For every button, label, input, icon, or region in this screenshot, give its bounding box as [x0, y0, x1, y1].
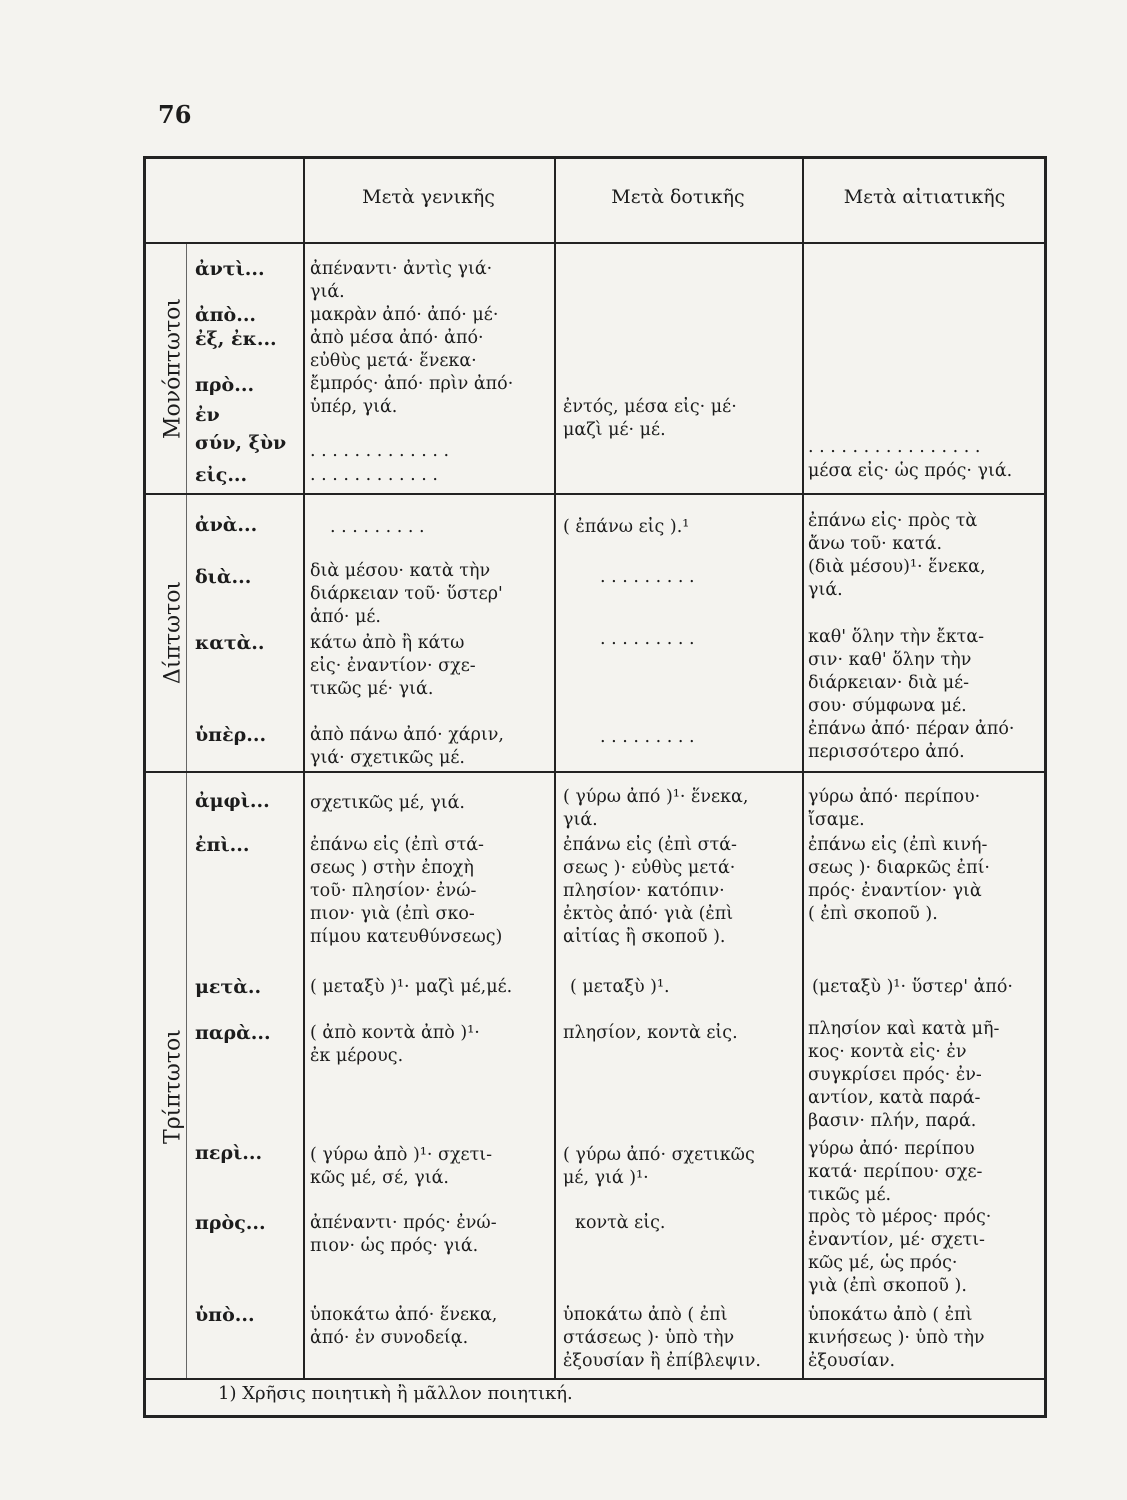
prep-apo: ἀπὸ... — [195, 304, 257, 326]
cell-epi-accusative: ἐπάνω εἰς (ἐπὶ κινή- σεως )· διαρκῶς ἐπί· πρός· ἐναντίον· γιὰ ( ἐπὶ σκοποῦ ). — [808, 835, 990, 924]
prep-kata: κατὰ.. — [195, 632, 265, 654]
cell-mono-dots-eis: . . . . . . . . . . . . — [310, 465, 438, 485]
prep-hypo: ὑπὸ... — [195, 1304, 255, 1326]
cell-hyper-genitive: ἀπὸ πάνω ἀπό· χάριν, γιά· σχετικῶς μέ. — [310, 725, 504, 768]
prep-epi: ἐπὶ... — [195, 834, 250, 856]
cell-amphi-dative: ( γύρω ἀπό )¹· ἕνεκα, γιά. — [563, 787, 749, 830]
cell-amphi-accusative: γύρω ἀπό· περίπου· ἴσαμε. — [808, 787, 981, 830]
prep-hyper: ὑπὲρ... — [195, 724, 267, 746]
prep-ana: ἀνὰ... — [195, 514, 258, 536]
header-genitive: Μετὰ γενικῆς — [362, 186, 495, 208]
cell-pros-dative: κοντὰ εἰς. — [575, 1213, 666, 1233]
prep-ex: ἐξ, ἐκ... — [195, 328, 277, 350]
cell-hyper-dative: . . . . . . . . . — [600, 727, 695, 747]
cell-mono-accusative: μέσα εἰς· ὡς πρός· γιά. — [808, 461, 1013, 481]
cell-mono-accusative-dots: . . . . . . . . . . . . . . . . — [808, 437, 981, 457]
cell-dia-accusative: (διὰ μέσου)¹· ἕνεκα, γιά. — [808, 557, 986, 600]
prep-eis: εἰς... — [195, 464, 248, 486]
prep-para: παρὰ... — [195, 1022, 271, 1044]
cell-ana-accusative: ἐπάνω εἰς· πρὸς τὰ ἄνω τοῦ· κατά. — [808, 511, 978, 554]
header-accusative: Μετὰ αἰτιατικῆς — [843, 186, 1006, 208]
prep-peri: περὶ... — [195, 1142, 263, 1164]
prep-dia: διὰ... — [195, 566, 252, 588]
column-divider-accusative — [802, 157, 804, 1379]
prep-pros: πρὸς... — [195, 1212, 266, 1234]
cell-dia-genitive: διὰ μέσου· κατὰ τὴν διάρκειαν τοῦ· ὕστερ' ἀπό· μέ. — [310, 561, 503, 627]
group-divider-2 — [143, 771, 1047, 773]
column-divider-dative — [554, 157, 556, 1379]
cell-meta-genitive: ( μεταξὺ )¹· μαζὶ μέ,μέ. — [310, 977, 513, 997]
footnote: 1) Χρῆσις ποιητικὴ ἢ μᾶλλον ποιητική. — [218, 1383, 573, 1404]
cell-amphi-genitive: σχετικῶς μέ, γιά. — [310, 793, 465, 813]
group-divider-1 — [143, 493, 1047, 495]
header-dative: Μετὰ δοτικῆς — [611, 186, 745, 208]
prep-pro: πρὸ... — [195, 374, 255, 396]
cell-mono-genitive: ἀπέναντι· ἀντὶς γιά· γιά. μακρὰν ἀπό· ἀπό· μέ· ἀπὸ μέσα ἀπό· ἀπό· εὐθὺς μετά· ἕνεκα· ἔμπρός· ἀπό· πρὶν ἀπό· ὑπέρ, γιά. — [310, 259, 514, 417]
cell-kata-genitive: κάτω ἀπὸ ἢ κάτω εἰς· ἐναντίον· σχε- τικῶς μέ· γιά. — [310, 633, 476, 699]
cell-kata-dative: . . . . . . . . . — [600, 629, 695, 649]
cell-hyper-accusative: ἐπάνω ἀπό· πέραν ἀπό· περισσότερο ἀπό. — [808, 719, 1015, 762]
cell-mono-dots-syn: . . . . . . . . . . . . . — [310, 441, 450, 461]
cell-peri-genitive: ( γύρω ἀπὸ )¹· σχετι- κῶς μέ, σέ, γιά. — [310, 1145, 493, 1188]
cell-epi-dative: ἐπάνω εἰς (ἐπὶ στά- σεως )· εὐθὺς μετά· πλησίον· κατόπιν· ἐκτὸς ἀπό· γιὰ (ἐπὶ αἰτίας ἢ σκοποῦ ). — [563, 835, 737, 947]
prep-syn: σύν, ξὺν — [195, 432, 287, 454]
cell-kata-accusative: καθ' ὅλην τὴν ἔκτα- σιν· καθ' ὅλην τὴν διάρκειαν· διὰ μέ- σου· σύμφωνα μέ. — [808, 627, 985, 716]
footnote-divider — [143, 1378, 1047, 1380]
cell-hypo-dative: ὑποκάτω ἀπὸ ( ἐπὶ στάσεως )· ὑπὸ τὴν ἐξουσίαν ἢ ἐπίβλεψιν. — [563, 1305, 761, 1371]
page-number: 76 — [158, 100, 192, 129]
cell-para-genitive: ( ἀπὸ κοντὰ ἀπὸ )¹· ἐκ μέρους. — [310, 1023, 480, 1066]
cell-pros-genitive: ἀπέναντι· πρός· ἐνώ- πιον· ὡς πρός· γιά. — [310, 1213, 497, 1256]
cell-hypo-genitive: ὑποκάτω ἀπό· ἕνεκα, ἀπό· ἐν συνοδείᾳ. — [310, 1305, 498, 1348]
cell-ana-genitive: . . . . . . . . . — [330, 517, 425, 537]
prep-meta: μετὰ.. — [195, 976, 262, 998]
cell-peri-dative: ( γύρω ἀπό· σχετικῶς μέ, γιά )¹· — [563, 1145, 755, 1188]
cell-epi-genitive: ἐπάνω εἰς (ἐπὶ στά- σεως ) στὴν ἐποχὴ τοῦ· πλησίον· ἐνώ- πιον· γιὰ (ἐπὶ σκο- πίμου κατευθύνσεως) — [310, 835, 503, 947]
cell-pros-accusative: πρὸς τὸ μέρος· πρός· ἐναντίον, μέ· σχετι- κῶς μέ, ὡς πρός· γιὰ (ἐπὶ σκοποῦ ). — [808, 1207, 992, 1296]
cell-para-dative: πλησίον, κοντὰ εἰς. — [563, 1023, 738, 1043]
group-label-diptotoi: Δίπτωτοι — [160, 580, 186, 685]
cell-mono-dative: ἐντός, μέσα εἰς· μέ· μαζὶ μέ· μέ. — [563, 397, 737, 440]
prep-amphi: ἀμφὶ... — [195, 790, 270, 812]
cell-meta-dative: ( μεταξὺ )¹. — [570, 977, 670, 997]
prep-anti: ἀντὶ... — [195, 258, 265, 280]
cell-dia-dative: . . . . . . . . . — [600, 567, 695, 587]
cell-peri-accusative: γύρω ἀπό· περίπου κατά· περίπου· σχε- τικῶς μέ. — [808, 1139, 983, 1205]
prep-en: ἐν — [195, 404, 220, 426]
group-label-triptotoi: Τρίπτωτοι — [160, 1029, 186, 1144]
header-divider — [143, 242, 1047, 244]
group-label-monoptotoi: Μονόπτωτοι — [160, 298, 186, 440]
cell-para-accusative: πλησίον καὶ κατὰ μῆ- κος· κοντὰ εἰς· ἐν συγκρίσει πρός· ἐν- αντίον, κατὰ παρά- βασιν· πλήν, παρά. — [808, 1019, 1000, 1131]
column-divider-group — [186, 244, 187, 1378]
cell-ana-dative: ( ἐπάνω εἰς ).¹ — [563, 517, 690, 537]
column-divider-genitive — [303, 157, 305, 1379]
cell-meta-accusative: (μεταξὺ )¹· ὕστερ' ἀπό· — [812, 977, 1013, 997]
cell-hypo-accusative: ὑποκάτω ἀπὸ ( ἐπὶ κινήσεως )· ὑπὸ τὴν ἐξουσίαν. — [808, 1305, 985, 1371]
